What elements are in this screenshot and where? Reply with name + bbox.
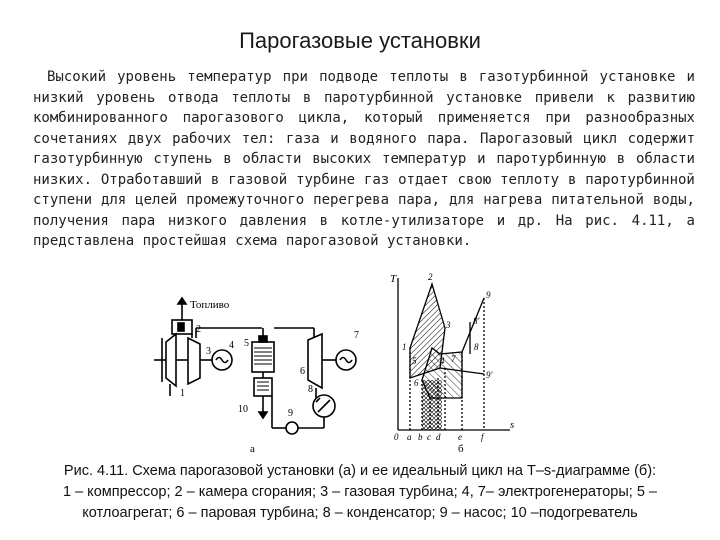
paragraph-line: газотурбинную ступень в области высоких температур и паротурбинную в области — [33, 151, 695, 167]
svg-text:9: 9 — [288, 408, 293, 419]
scheme-a — [154, 298, 359, 455]
fuel-label: Топливо — [190, 299, 230, 311]
paragraph-line: получения пара низкого давления в котле-утилизаторе и др. На рис. 4.11, а — [33, 212, 695, 229]
paragraph-line: представлена простейшая схема парогазовой установки. — [33, 233, 472, 249]
paragraph-line: ступени для целей промежуточного перегрева пара, для нагрева питательной воды, — [33, 192, 695, 208]
svg-text:3: 3 — [446, 320, 451, 330]
svg-text:6: 6 — [300, 366, 305, 377]
svg-text:9: 9 — [486, 290, 491, 300]
svg-text:e: e — [458, 432, 462, 442]
svg-text:c: c — [427, 432, 431, 442]
svg-text:7: 7 — [451, 354, 456, 364]
ts-diagram-b — [390, 272, 514, 455]
svg-text:d: d — [436, 432, 441, 442]
svg-text:1: 1 — [402, 342, 407, 352]
svg-text:0: 0 — [394, 432, 399, 442]
svg-text:6: 6 — [414, 378, 419, 388]
figure-caption — [20, 461, 700, 524]
page-title: Парогазовые установки — [239, 28, 481, 53]
figure-4-11 — [140, 268, 580, 460]
axis-t-label: T — [390, 273, 397, 285]
svg-text:b: b — [418, 432, 423, 442]
svg-text:f: f — [481, 432, 484, 442]
label-a: а — [250, 443, 255, 455]
paragraph-line: Высокий уровень температур при подводе теплоты в газотурбинной установке и — [47, 69, 695, 85]
caption-line-1: Рис. 4.11. Схема парогазовой установки (а) и ее идеальный цикл на T–s-диаграмме (б): — [63, 463, 657, 479]
svg-text:8': 8' — [473, 316, 480, 326]
svg-text:5: 5 — [244, 338, 249, 349]
svg-text:5: 5 — [412, 356, 417, 366]
svg-text:3: 3 — [206, 346, 211, 357]
svg-text:1: 1 — [180, 388, 185, 399]
label-b: б — [458, 443, 464, 455]
svg-text:a: a — [407, 432, 412, 442]
paragraph-line: сочетаниях двух рабочих тел: газа и водяного пара. Парогазовый цикл содержит — [33, 130, 695, 147]
svg-text:4: 4 — [229, 340, 234, 351]
paragraph-line: комбинированного парогазового цикла, который применяется при разнообразных — [33, 110, 695, 126]
svg-text:4: 4 — [440, 356, 445, 366]
caption-line-3: котлоагрегат; 6 – паровая турбина; 8 – конденсатор; 9 – насос; 10 –подогреватель — [82, 505, 638, 521]
svg-text:2: 2 — [428, 272, 433, 282]
svg-text:10: 10 — [238, 404, 248, 415]
svg-text:9': 9' — [486, 370, 493, 380]
svg-text:2: 2 — [196, 324, 201, 335]
svg-text:8: 8 — [474, 342, 479, 352]
paragraph-line: низких. Отработавший в газовой турбине газ отдает свою теплоту в паротурбинной — [33, 171, 695, 188]
svg-text:8: 8 — [308, 384, 313, 395]
body-paragraph — [33, 67, 695, 252]
svg-text:7: 7 — [354, 330, 359, 341]
axis-s-label: s — [510, 419, 515, 431]
paragraph-line: низкий уровень отвода теплоты в паротурбинной установке привели к развитию — [33, 89, 695, 106]
caption-line-2: 1 – компрессор; 2 – камера сгорания; 3 – газовая турбина; 4, 7– электрогенераторы; 5 – — [63, 484, 657, 500]
